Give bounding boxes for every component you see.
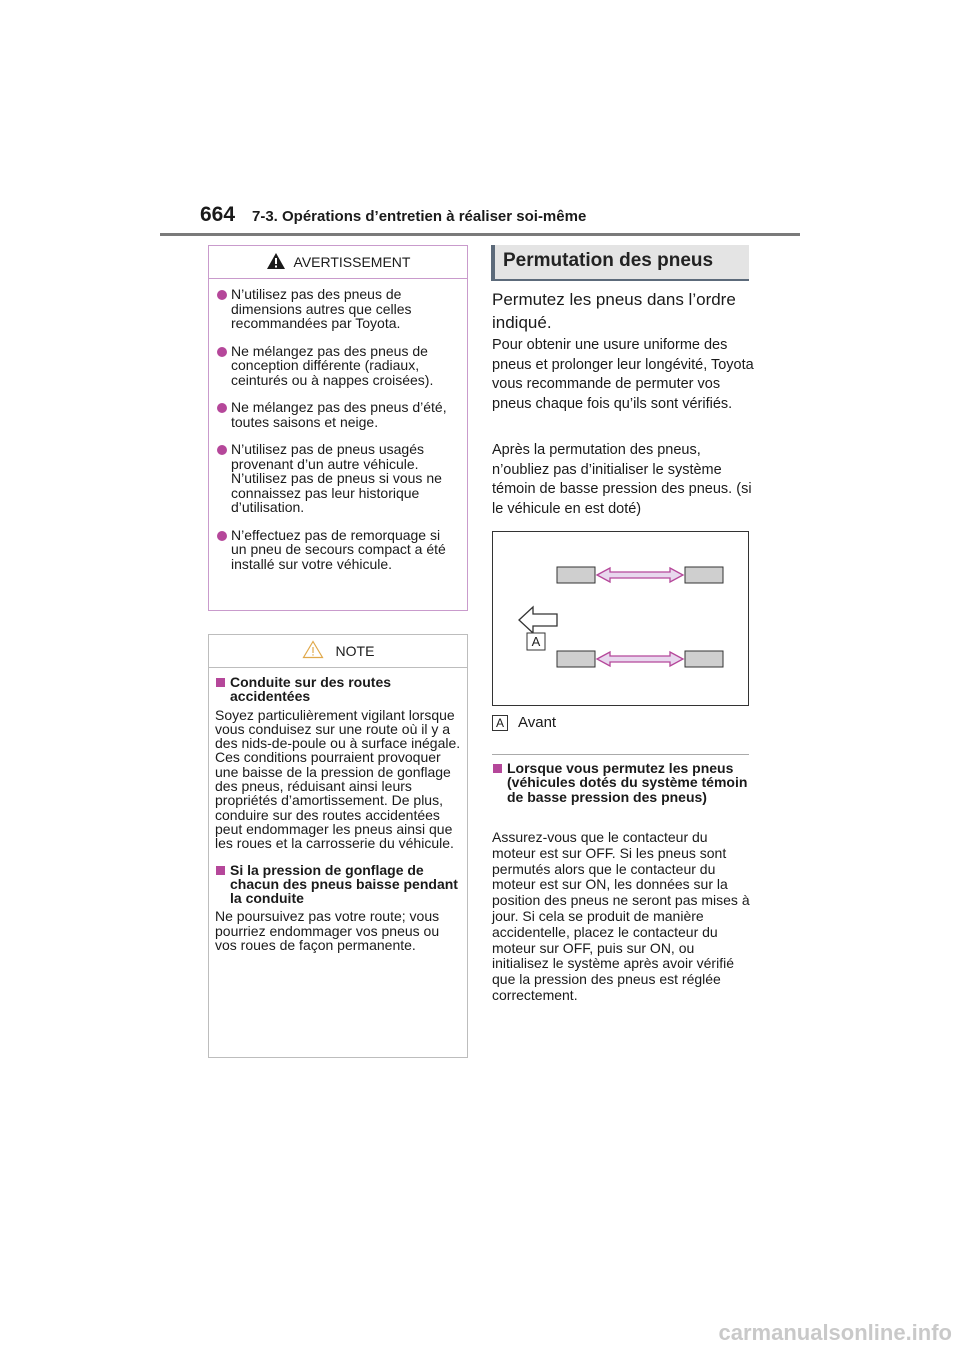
swap-arrow-rear bbox=[597, 568, 683, 582]
subsection bbox=[492, 761, 754, 808]
watermark: carmanualsonline.info bbox=[718, 1320, 952, 1345]
warning-icon bbox=[266, 252, 286, 273]
warning-item bbox=[217, 287, 459, 331]
square-bullet-icon bbox=[216, 866, 225, 875]
note-box bbox=[208, 634, 468, 1058]
tire-rear-left bbox=[557, 567, 595, 583]
paragraph: Pour obtenir une usure uniforme des pneus et prolonger leur longévité, Toyota vous recommande de permuter vos pneus chaque fois qu’ils sont vérifiés. bbox=[492, 337, 754, 413]
caution-icon bbox=[302, 640, 324, 662]
header-rule bbox=[160, 233, 800, 236]
warning-list bbox=[209, 279, 467, 571]
section-heading-text: Permutation des pneus bbox=[503, 250, 714, 271]
tire-front-right bbox=[685, 651, 723, 667]
square-bullet-icon bbox=[493, 764, 502, 773]
note-heading-text: Conduite sur des routes accidentées bbox=[230, 674, 392, 705]
note-paragraph: Ne poursuivez pas votre route; vous pourriez endommager vos pneus ou vos roues de façon permanente. bbox=[215, 908, 440, 954]
note-body bbox=[209, 668, 467, 952]
note-heading bbox=[215, 863, 461, 906]
tire-rear-right bbox=[685, 567, 723, 583]
warning-header bbox=[209, 246, 467, 279]
warning-item-text: Ne mélangez pas des pneus d’été, toutes saisons et neige. bbox=[231, 399, 447, 430]
diagram-svg bbox=[493, 532, 748, 705]
warning-item bbox=[217, 400, 459, 429]
warning-item-text: N’utilisez pas des pneus de dimensions autres que celles recommandées par Toyota. bbox=[231, 286, 412, 331]
square-bullet-icon bbox=[216, 678, 225, 687]
note-title: NOTE bbox=[335, 643, 375, 659]
warning-box bbox=[208, 245, 468, 611]
paragraph: Après la permutation des pneus, n’oubliez pas d’initialiser le système témoin de basse pression des pneus. (si le véhicule en est doté) bbox=[492, 442, 752, 518]
note-paragraph: Soyez particulièrement vigilant lorsque vous conduisez sur une route où il y a des nids-de-poule ou à surface inégale. Ces conditions pourraient provoquer une baisse de la pression de gonflage des pneus, réduisant ainsi leurs propriétés d’amortissement. De plus, conduire sur des routes accidentées peut endommager les pneus ainsi que les roues et la carrosserie du véhicule. bbox=[215, 706, 461, 852]
warning-item-text: Ne mélangez pas des pneus de conception différente (radiaux, ceinturés ou à nappes croisées). bbox=[231, 342, 434, 388]
warning-item-text: N’effectuez pas de remorquage si un pneu de secours compact a été installé sur votre véhicule. bbox=[231, 526, 446, 572]
note-heading bbox=[215, 675, 461, 704]
diagram-label: A bbox=[531, 634, 541, 649]
bullet-icon bbox=[217, 445, 227, 455]
tire-front-left bbox=[557, 651, 595, 667]
subsection-body: Assurez-vous que le contacteur du moteur est sur OFF. Si les pneus sont permutés alors que le contacteur du moteur est sur ON, les données sur la position des pneus ne seront pas mises à jour. Si cela se produit de manière accidentelle, placez le contacteur du moteur sur OFF, puis sur ON, ou initialisez le système après avoir vérifié que la pression des pneus est réglée correctement. bbox=[492, 829, 750, 1003]
bullet-icon bbox=[217, 531, 227, 541]
section-title: 7-3. Opérations d’entretien à réaliser soi-même bbox=[252, 208, 587, 225]
tire-rotation-diagram bbox=[492, 531, 749, 706]
warning-item bbox=[217, 344, 459, 388]
lead-text: Permutez les pneus dans l’ordre indiqué. bbox=[492, 290, 736, 332]
subsection-heading-text: Lorsque vous permutez les pneus (véhicules dotés du système témoin de basse pression des pneus) bbox=[507, 760, 748, 805]
diagram-legend bbox=[492, 714, 556, 731]
bullet-icon bbox=[217, 403, 227, 413]
front-direction-arrow bbox=[519, 607, 557, 633]
note-header bbox=[209, 635, 467, 668]
warning-title: AVERTISSEMENT bbox=[293, 254, 411, 270]
divider bbox=[492, 754, 749, 755]
subsection-heading bbox=[492, 761, 754, 804]
section-heading bbox=[491, 245, 749, 279]
legend-label: A bbox=[492, 715, 508, 731]
section-heading-rule bbox=[491, 279, 749, 281]
swap-arrow-front bbox=[597, 652, 683, 666]
note-heading-text: Si la pression de gonflage de chacun des pneus baisse pendant la conduite bbox=[230, 861, 458, 907]
bullet-icon bbox=[217, 347, 227, 357]
page-number: 664 bbox=[200, 203, 236, 226]
warning-item-text: N’utilisez pas de pneus usagés provenant d’un autre véhicule. N’utilisez pas de pneus si vous ne connaissez pas leur historique d’utilisation. bbox=[231, 441, 442, 515]
warning-item bbox=[217, 528, 459, 572]
legend-text: Avant bbox=[518, 714, 557, 731]
bullet-icon bbox=[217, 290, 227, 300]
warning-item bbox=[217, 442, 459, 515]
